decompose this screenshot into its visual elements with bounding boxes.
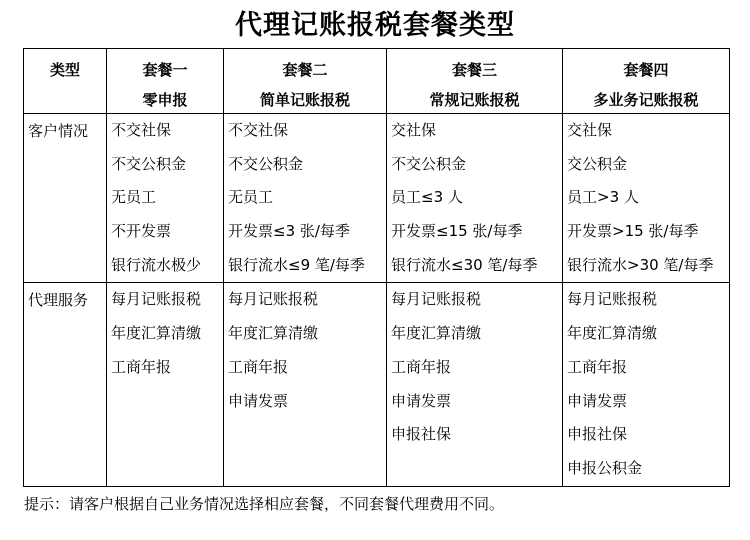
list-item: 开发票≤3 张/每季	[228, 222, 350, 241]
list-item: 交公积金	[567, 154, 628, 173]
item-list	[224, 114, 386, 282]
list-item: 年度汇算清缴	[228, 324, 319, 343]
list-item: 银行流水极少	[111, 255, 202, 274]
list-item: 不交社保	[228, 121, 289, 139]
list-item: 申报社保	[567, 425, 628, 444]
header-row	[24, 49, 730, 114]
package-subtitle: 常规记账报税	[429, 91, 520, 109]
header-type	[24, 49, 107, 114]
list-item: 银行流水≤30 笔/每季	[391, 255, 538, 274]
list-item: 无员工	[228, 188, 274, 207]
list-item: 交社保	[567, 121, 613, 139]
item-list	[107, 283, 223, 384]
header-package-1	[107, 49, 224, 114]
list-item: 开发票>15 张/每季	[567, 222, 699, 241]
list-item: 年度汇算清缴	[111, 324, 202, 343]
list-item: 申请发票	[228, 391, 289, 410]
list-item: 不交公积金	[391, 154, 467, 173]
list-item: 申报公积金	[567, 458, 643, 477]
list-item: 银行流水≤9 笔/每季	[228, 255, 365, 274]
item-list	[387, 114, 562, 282]
package-table	[23, 48, 730, 487]
package-name: 套餐三	[451, 61, 497, 79]
list-item: 工商年报	[567, 357, 628, 376]
list-item: 年度汇算清缴	[567, 324, 658, 343]
list-item: 交社保	[391, 121, 437, 139]
item-list	[563, 114, 729, 282]
package-subtitle: 简单记账报税	[259, 91, 350, 109]
list-item: 每月记账报税	[391, 290, 482, 309]
table-cell	[387, 114, 563, 283]
table-cell	[224, 283, 387, 486]
item-list	[563, 283, 729, 485]
page-title: 代理记账报税套餐类型	[235, 10, 515, 41]
package-name: 套餐二	[282, 61, 328, 79]
table-cell	[563, 283, 730, 486]
item-list	[224, 283, 386, 418]
list-item: 开发票≤15 张/每季	[391, 222, 523, 241]
list-item: 员工≤3 人	[391, 188, 463, 207]
list-item: 每月记账报税	[228, 290, 319, 309]
list-item: 银行流水>30 笔/每季	[567, 255, 714, 274]
table-cell	[107, 114, 224, 283]
list-item: 工商年报	[391, 357, 452, 376]
header-type-label: 类型	[49, 61, 80, 79]
header-package-2	[224, 49, 387, 114]
header-package-4	[563, 49, 730, 114]
list-item: 员工>3 人	[567, 188, 639, 207]
item-list	[107, 114, 223, 282]
row-label-cell	[24, 114, 107, 283]
table-cell	[563, 114, 730, 283]
list-item: 申请发票	[567, 391, 628, 410]
item-list	[387, 283, 562, 451]
header-package-3	[387, 49, 563, 114]
row-label: 代理服务	[28, 291, 89, 310]
list-item: 不交公积金	[228, 154, 304, 173]
list-item: 申请发票	[391, 391, 452, 410]
list-item: 不开发票	[111, 222, 172, 241]
list-item: 工商年报	[111, 357, 172, 376]
row-label: 客户情况	[28, 122, 89, 140]
row-customer-situation	[24, 114, 730, 283]
list-item: 申报社保	[391, 425, 452, 444]
table-cell	[107, 283, 224, 486]
package-subtitle: 多业务记账报税	[593, 91, 699, 109]
list-item: 不交社保	[111, 121, 172, 139]
package-name: 套餐一	[142, 61, 188, 79]
package-subtitle: 零申报	[142, 91, 188, 109]
list-item: 工商年报	[228, 357, 289, 376]
list-item: 年度汇算清缴	[391, 324, 482, 343]
row-agency-service	[24, 283, 730, 486]
table-cell	[387, 283, 563, 486]
list-item: 每月记账报税	[111, 290, 202, 309]
list-item: 每月记账报税	[567, 290, 658, 309]
row-label-cell	[24, 283, 107, 486]
list-item: 无员工	[111, 188, 157, 207]
table-cell	[224, 114, 387, 283]
package-name: 套餐四	[623, 61, 669, 79]
list-item: 不交公积金	[111, 154, 187, 173]
footnote: 提示：请客户根据自己业务情况选择相应套餐，不同套餐代理费用不同。	[24, 495, 505, 513]
